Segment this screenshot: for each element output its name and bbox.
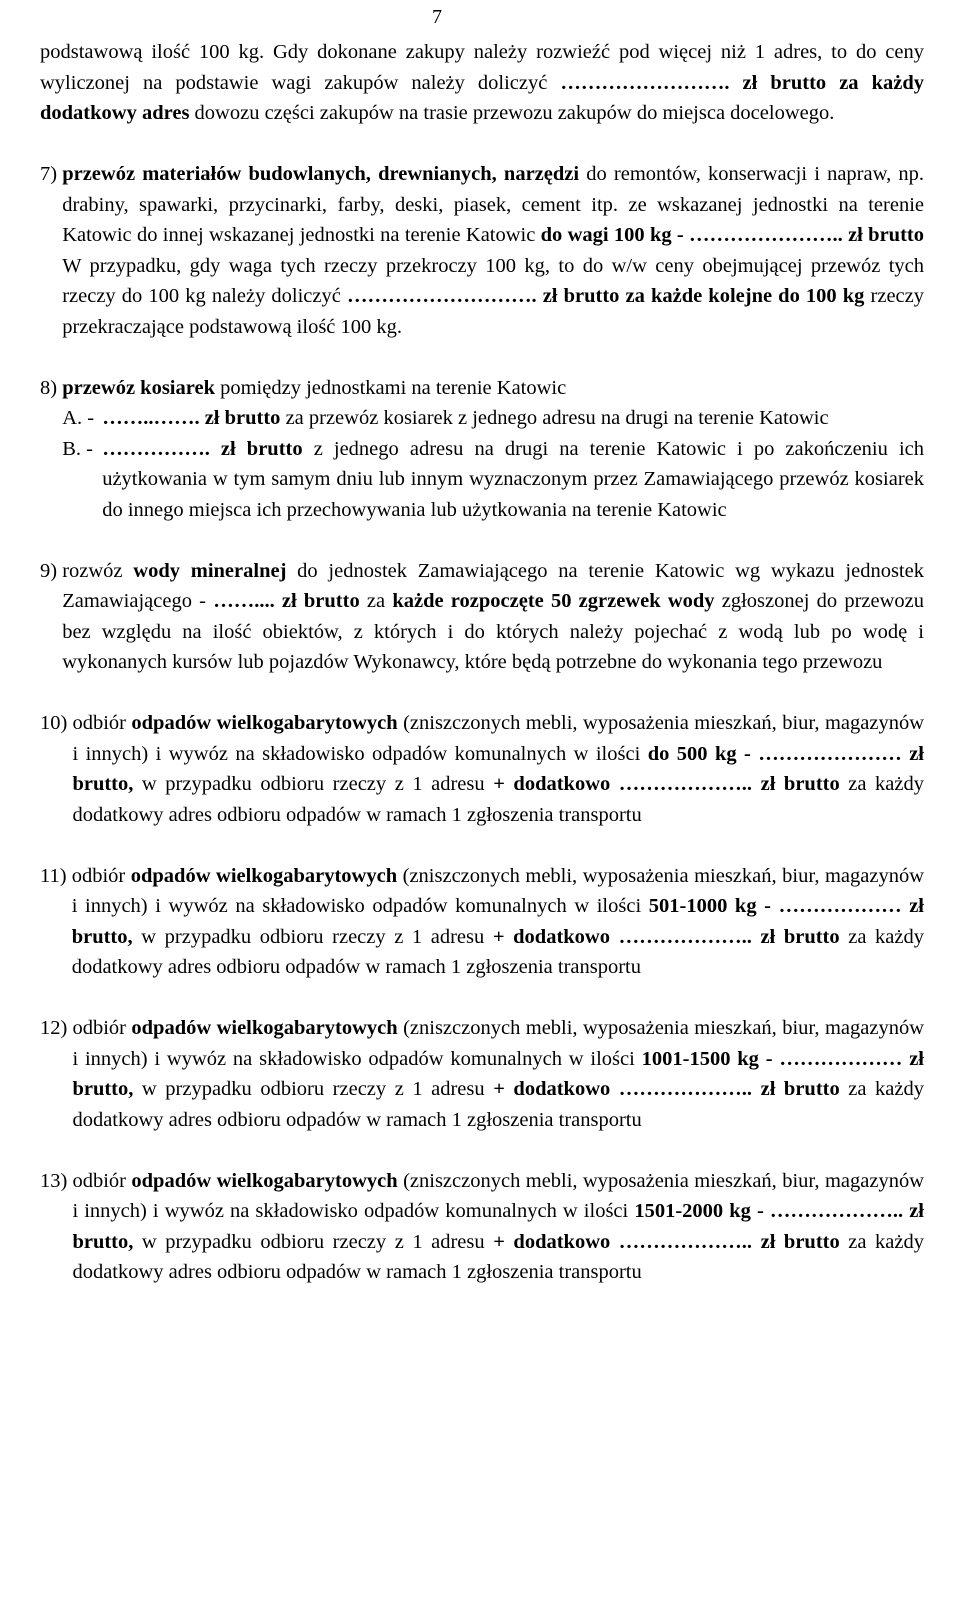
option-a-text: za przewóz kosiarek z jednego adresu na drugi na terenie Katowic	[280, 407, 829, 429]
item-10-extra-price: + dodatkowo ……………….. zł brutto	[493, 773, 840, 795]
item-8	[40, 373, 924, 526]
item-12-text-3: w przypadku odbioru rzeczy z 1 adresu	[133, 1078, 494, 1100]
item-11-text-3: w przypadku odbioru rzeczy z 1 adresu	[132, 925, 493, 948]
item-9	[40, 556, 924, 678]
item-7-price: ………………….. zł brutto	[689, 224, 924, 246]
item-10-text: odbiór	[72, 712, 132, 734]
item-7-text-3: rzeczy przekraczające podstawową ilość 100 kg.	[62, 285, 924, 338]
item-11-text-4: za każdy dodatkowy adres odbioru odpadów w ramach 1 zgłoszenia transportu	[71, 925, 924, 978]
item-11-label: 11)	[40, 864, 72, 887]
item-12-text: odbiór	[72, 1017, 132, 1039]
item-13-title: odpadów wielkogabarytowych	[131, 1169, 398, 1192]
item-9-title: wody mineralnej	[133, 559, 287, 582]
item-10	[40, 708, 924, 830]
option-a-label: A. -	[62, 407, 95, 429]
item-9-text-2: do jednostek Zamawiającego na terenie Katowic wg wykazu jednostek Zamawiającego -	[62, 559, 924, 612]
item-12-text-4: za każdy dodatkowy adres odbioru odpadów w ramach 1 zgłoszenia transportu	[72, 1078, 924, 1131]
option-b-text: z jednego adresu na drugi na terenie Katowic i po zakończeniu ich użytkowania w tym samym dniu lub innym wyznaczonym przez Zamawiającego przewóz kosiarek do innego miejsca ich przechowywania lub użytkowania na terenie Katowic	[102, 437, 924, 521]
item-9-label: 9)	[40, 559, 63, 582]
item-9-text-3: za	[359, 590, 393, 612]
page-number: 7	[432, 6, 442, 28]
item-7-text: do remontów, konserwacji i napraw, np. drabiny, spawarki, przycinarki, farby, deski, piasek, cement itp. ze wskazanej jednostki na terenie Katowic do innej wskazanej jednostki na terenie Katowic	[62, 163, 924, 246]
item-7-weight: do wagi 100 kg -	[540, 224, 690, 246]
item-11-text-2: (zniszczonych mebli, wyposażenia mieszkań, biur, magazynów i innych) i wywóz na składowisko odpadów komunalnych w ilości	[71, 864, 925, 917]
item-12-extra-price: + dodatkowo ……………….. zł brutto	[493, 1078, 840, 1100]
option-b-label: B. -	[62, 437, 93, 460]
item-11-text: odbiór	[71, 864, 131, 887]
item-10-text-2: (zniszczonych mebli, wyposażenia mieszkań, biur, magazynów i innych) i wywóz na składowisko odpadów komunalnych w ilości	[72, 712, 925, 765]
item-8-label: 8)	[40, 376, 63, 399]
item-13-label: 13)	[40, 1169, 73, 1192]
item-10-text-3: w przypadku odbioru rzeczy z 1 adresu	[133, 773, 494, 795]
document-body	[40, 37, 924, 1288]
item-13-text-4: za każdy dodatkowy adres odbioru odpadów w ramach 1 zgłoszenia transportu	[72, 1230, 924, 1283]
intro-text-rest: dowozu części zakupów na trasie przewozu zakupów do miejsca docelowego.	[189, 102, 835, 124]
item-9-text: rozwóz	[62, 559, 134, 582]
item-11-extra-price: + dodatkowo ……………….. zł brutto	[492, 925, 840, 948]
item-10-text-4: za każdy dodatkowy adres odbioru odpadów w ramach 1 zgłoszenia transportu	[72, 773, 924, 826]
item-12-price: 1001-1500 kg - ……………… zł brutto,	[72, 1047, 924, 1100]
item-13	[40, 1166, 924, 1288]
item-10-label: 10)	[40, 712, 73, 734]
item-13-price: 1501-2000 kg - ……………….. zł brutto,	[72, 1200, 924, 1253]
item-13-text-2: (zniszczonych mebli, wyposażenia mieszkań, biur, magazynów i innych) i wywóz na składowisko odpadów komunalnych w ilości	[72, 1169, 925, 1222]
item-7-label: 7)	[40, 163, 63, 185]
option-a-price: ……..……. zł brutto	[102, 407, 281, 429]
item-9-text-4: zgłoszonej do przewozu bez względu na ilość obiektów, z których i do których należy pojechać z wodą lub po wodę i wykonanych kursów lub pojazdów Wykonawcy, które będą potrzebne do wykonania tego przewozu	[62, 590, 924, 673]
item-10-title: odpadów wielkogabarytowych	[131, 712, 398, 734]
intro-text: podstawową ilość 100 kg. Gdy dokonane zakupy należy rozwieźć pod więcej niż 1 adres, to do ceny wyliczonej na podstawie wagi zakupów należy doliczyć	[40, 41, 924, 94]
item-11	[40, 861, 924, 983]
item-11-title: odpadów wielkogabarytowych	[130, 864, 398, 887]
item-10-price: do 500 kg - ………………… zł brutto,	[72, 742, 924, 795]
item-13-text: odbiór	[72, 1169, 132, 1192]
item-12	[40, 1013, 924, 1135]
item-7	[40, 159, 924, 342]
item-8-option-b	[62, 434, 924, 526]
item-8-option-a	[62, 403, 924, 434]
item-9-unit: każde rozpoczęte 50 zgrzewek wody	[392, 590, 715, 612]
item-8-title: przewóz kosiarek	[62, 376, 215, 399]
item-7-extra-price: ………………………. zł brutto za każde kolejne do 100 kg	[346, 285, 865, 307]
item-12-label: 12)	[40, 1017, 73, 1039]
item-11-price: 501-1000 kg - ……………… zł brutto,	[71, 895, 925, 948]
intro-price-bold: ……………………. zł brutto za każdy dodatkowy adres	[40, 71, 924, 124]
item-7-title: przewóz materiałów budowlanych, drewnianych, narzędzi	[62, 163, 580, 185]
option-b-price: ……………. zł brutto	[102, 437, 303, 460]
item-7-text-2: W przypadku, gdy waga tych rzeczy przekroczy 100 kg, to do w/w ceny obejmującej przewóz tych rzeczy do 100 kg należy doliczyć	[62, 254, 924, 307]
item-12-title: odpadów wielkogabarytowych	[131, 1017, 398, 1039]
item-12-text-2: (zniszczonych mebli, wyposażenia mieszkań, biur, magazynów i innych) i wywóz na składowisko odpadów komunalnych w ilości	[72, 1017, 925, 1070]
item-9-price: …….... zł brutto	[213, 590, 360, 612]
item-13-extra-price: + dodatkowo ……………….. zł brutto	[493, 1230, 840, 1253]
item-8-text: pomiędzy jednostkami na terenie Katowic	[214, 376, 567, 399]
item-13-text-3: w przypadku odbioru rzeczy z 1 adresu	[133, 1230, 494, 1253]
intro-paragraph	[40, 37, 924, 129]
